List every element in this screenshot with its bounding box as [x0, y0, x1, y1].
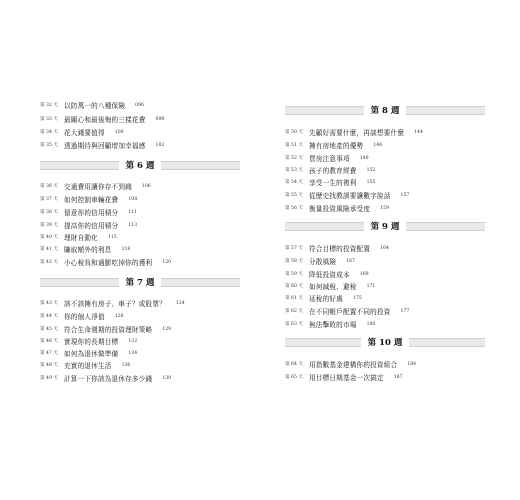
page-number: 171: [366, 283, 376, 289]
day-number: 第 52 天: [285, 156, 303, 161]
toc-entry[interactable]: [40, 113, 164, 125]
header-bar: [285, 106, 364, 115]
header-bar: [285, 222, 364, 231]
entry-title: 符合生命週期的投資理財策略: [64, 326, 153, 334]
header-bar: [161, 161, 240, 170]
entry-title: 透過期待與回顧增加幸福感: [64, 142, 146, 150]
page-number: 118: [121, 246, 131, 252]
entry-title: 小心稅負和通膨吃掉你的獲利: [64, 259, 153, 267]
page-number: 180: [366, 321, 376, 327]
day-number: 第 47 天: [40, 351, 58, 356]
page-number: 157: [400, 192, 410, 198]
entry-title: 以防萬一的八種保險: [64, 102, 126, 110]
page-number: 187: [393, 374, 403, 380]
day-number: 第 35 天: [40, 143, 58, 148]
header-bar: [161, 278, 240, 287]
entry-title: 從歷史找教訓要讓數字說話: [309, 192, 391, 200]
week-label: 第 8 週: [370, 106, 400, 116]
entry-title: 如何為退休做準備: [64, 350, 119, 358]
day-number: 第 49 天: [40, 376, 58, 381]
toc-entry[interactable]: [40, 206, 137, 218]
page-number: 146: [373, 142, 383, 148]
day-number: 第 37 天: [40, 197, 58, 202]
page-number: 100: [114, 129, 124, 135]
entry-title: 賺取額外的利息: [64, 246, 112, 254]
header-bar: [406, 106, 485, 115]
page-number: 136: [121, 362, 131, 368]
entry-title: 享受一生的複利: [309, 179, 357, 187]
toc-entry[interactable]: [40, 297, 185, 309]
week-label: 第 6 週: [125, 161, 155, 171]
toc-entry[interactable]: [40, 372, 171, 384]
page-number: 159: [380, 205, 389, 211]
entry-title: 先顧好需要什麼，再談想要什麼: [309, 129, 405, 137]
toc-entry[interactable]: [40, 219, 137, 231]
page-number: 132: [128, 338, 138, 344]
toc-entry[interactable]: [285, 164, 375, 176]
toc-entry[interactable]: [40, 256, 171, 268]
page-number: 108: [128, 196, 138, 202]
day-number: 第 58 天: [285, 259, 303, 264]
entry-title: 買房注意事項: [309, 155, 350, 163]
day-number: 第 60 天: [285, 284, 303, 289]
toc-entry[interactable]: [285, 318, 375, 330]
page-number: 149: [359, 155, 369, 161]
page-number: 167: [346, 258, 355, 264]
week-label: 第 9 週: [370, 222, 400, 232]
toc-entry[interactable]: [40, 323, 171, 335]
page-number: 144: [414, 129, 423, 135]
page-number: 164: [380, 245, 389, 251]
day-number: 第 32 天: [40, 103, 58, 108]
toc-entry[interactable]: [40, 99, 144, 111]
page-number: 126: [114, 313, 124, 319]
entry-title: 在不同帳戶配置不同的投資: [309, 308, 391, 316]
week-label: 第 10 週: [367, 338, 403, 348]
day-number: 第 42 天: [40, 260, 58, 265]
toc-entry[interactable]: [40, 359, 130, 371]
header-bar: [40, 161, 119, 170]
entry-title: 最關心和最後悔的三樣花費: [64, 116, 146, 124]
day-number: 第 50 天: [285, 130, 303, 135]
day-number: 第 55 天: [285, 193, 303, 198]
entry-title: 充實的退休生活: [64, 362, 112, 370]
entry-title: 如何控制車輛花費: [64, 196, 119, 204]
day-number: 第 57 天: [285, 246, 303, 251]
day-number: 第 34 天: [40, 130, 58, 135]
page-number: 120: [162, 259, 172, 265]
toc-entry[interactable]: [40, 243, 130, 255]
day-number: 第 43 天: [40, 301, 58, 306]
entry-title: 用目標日期基金一次搞定: [309, 374, 384, 382]
page-number: 129: [162, 326, 172, 332]
day-number: 第 45 天: [40, 327, 58, 332]
day-number: 第 38 天: [40, 210, 58, 215]
toc-entry[interactable]: [285, 280, 375, 292]
day-number: 第 51 天: [285, 143, 303, 148]
entry-title: 衡量投資風險承受度: [309, 205, 371, 213]
week-label: 第 7 週: [125, 278, 155, 288]
day-number: 第 40 天: [40, 235, 58, 240]
entry-title: 留意你的信用積分: [64, 209, 119, 217]
entry-title: 延稅的好處: [309, 295, 343, 303]
page-number: 155: [366, 179, 376, 185]
page-number: 111: [128, 209, 138, 215]
day-number: 第 59 天: [285, 272, 303, 277]
header-bar: [409, 338, 485, 347]
toc-entry[interactable]: [40, 347, 137, 359]
entry-title: 該不該擁有房子、車子？或股票？: [64, 300, 166, 308]
entry-title: 計算一下你該為退休存多少錢: [64, 375, 153, 383]
day-number: 第 63 天: [285, 322, 303, 327]
day-number: 第 41 天: [40, 247, 58, 252]
page-number: 184: [407, 361, 417, 367]
day-number: 第 44 天: [40, 314, 58, 319]
header-bar: [406, 222, 485, 231]
toc-entry[interactable]: [285, 358, 416, 370]
toc-entry[interactable]: [285, 202, 389, 214]
day-number: 第 48 天: [40, 363, 58, 368]
week-header: [285, 219, 485, 233]
entry-title: 降低投資成本: [309, 271, 350, 279]
page-number: 106: [141, 183, 151, 189]
entry-title: 分散風險: [309, 258, 337, 266]
toc-entry[interactable]: [40, 335, 137, 347]
toc-entry[interactable]: [285, 268, 369, 280]
toc-entry[interactable]: [285, 292, 362, 304]
day-number: 第 33 天: [40, 117, 58, 122]
week-header: [40, 158, 240, 172]
entry-title: 你的個人淨值: [64, 313, 105, 321]
toc-entry[interactable]: [285, 305, 409, 317]
toc-entry[interactable]: [285, 176, 375, 188]
week-header: [40, 275, 240, 289]
toc-entry[interactable]: [40, 139, 164, 151]
header-bar: [40, 278, 119, 287]
day-number: 第 64 天: [285, 362, 303, 367]
day-number: 第 46 天: [40, 339, 58, 344]
page-number: 115: [107, 234, 117, 240]
page-number: 175: [352, 295, 362, 301]
toc-entry[interactable]: [285, 152, 369, 164]
toc-entry[interactable]: [40, 126, 124, 138]
toc-entry[interactable]: [285, 371, 403, 383]
entry-title: 提高你的信用積分: [64, 222, 119, 230]
entry-title: 交通費用讓你存不到錢: [64, 183, 132, 191]
page-number: 139: [162, 375, 172, 381]
day-number: 第 62 天: [285, 309, 303, 314]
page-number: 098: [155, 116, 165, 122]
day-number: 第 56 天: [285, 206, 303, 211]
entry-title: 擁有房地產的優勢: [309, 142, 364, 150]
page-number: 124: [175, 300, 185, 306]
day-number: 第 61 天: [285, 296, 303, 301]
entry-title: 孩子的教育經費: [309, 167, 357, 175]
page-number: 134: [128, 350, 138, 356]
header-bar: [285, 338, 361, 347]
toc-entry[interactable]: [40, 193, 137, 205]
page-number: 169: [359, 271, 369, 277]
toc-entry[interactable]: [285, 126, 423, 138]
day-number: 第 65 天: [285, 375, 303, 380]
entry-title: 符合目標的投資配置: [309, 245, 371, 253]
week-header: [285, 335, 485, 349]
entry-title: 如何減稅、避稅: [309, 283, 357, 291]
week-header: [285, 103, 485, 117]
day-number: 第 39 天: [40, 223, 58, 228]
toc-entry[interactable]: [40, 310, 124, 322]
toc-entry[interactable]: [285, 255, 355, 267]
page-number: 177: [400, 308, 410, 314]
toc-entry[interactable]: [285, 139, 382, 151]
page-number: 152: [366, 167, 376, 173]
day-number: 第 36 天: [40, 184, 58, 189]
entry-title: 花大錢要值得: [64, 129, 105, 137]
entry-title: 用指數基金建構你的投資組合: [309, 361, 398, 369]
day-number: 第 53 天: [285, 168, 303, 173]
toc-entry[interactable]: [285, 189, 409, 201]
toc-entry[interactable]: [40, 231, 117, 243]
page-number: 102: [155, 142, 165, 148]
day-number: 第 54 天: [285, 180, 303, 185]
page-number: 096: [135, 102, 144, 108]
page-number: 113: [128, 222, 138, 228]
entry-title: 實現你的長期目標: [64, 338, 119, 346]
toc-entry[interactable]: [285, 242, 389, 254]
entry-title: 理財自動化: [64, 234, 98, 242]
toc-entry[interactable]: [40, 180, 151, 192]
entry-title: 無法擊敗的市場: [309, 321, 357, 329]
